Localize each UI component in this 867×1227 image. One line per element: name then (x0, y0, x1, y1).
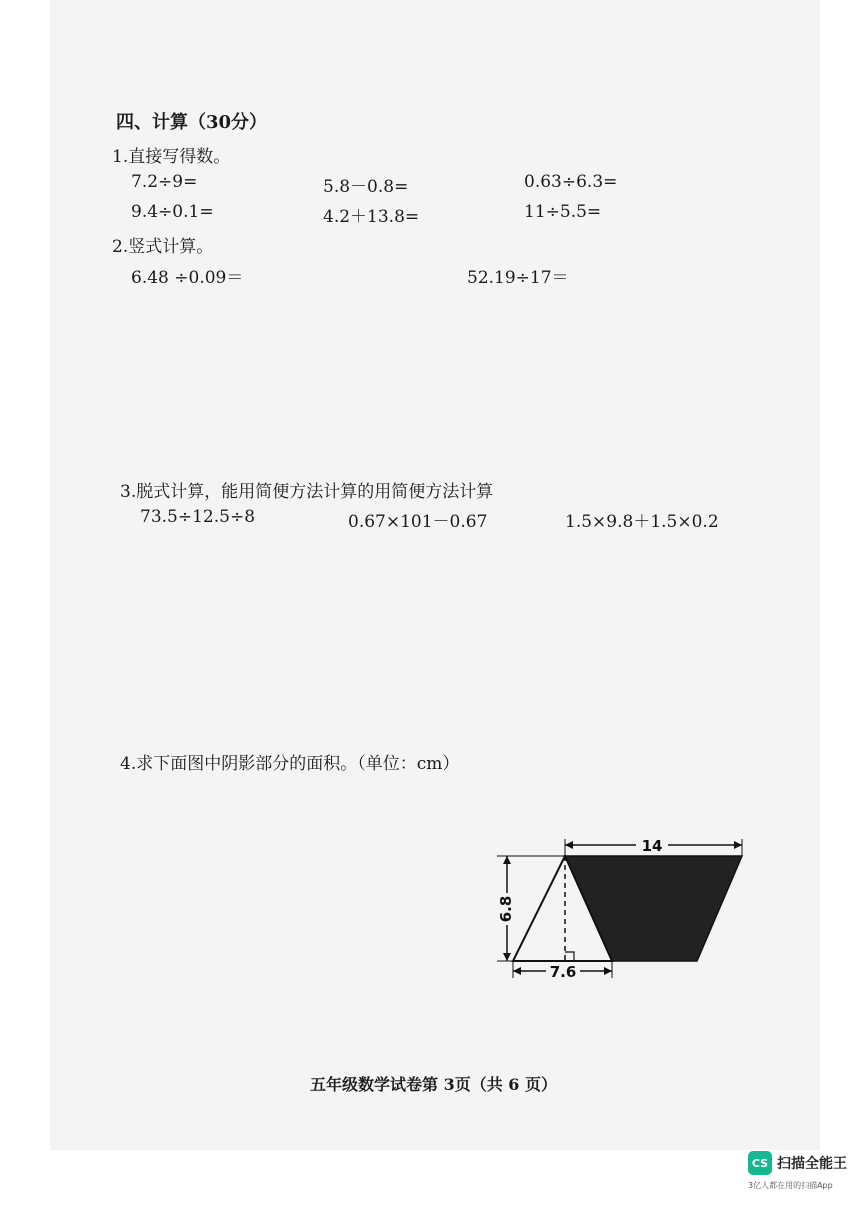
q2-item-2: 52.19÷17＝ (467, 268, 569, 288)
q1-item-2: 5.8－0.8= (323, 177, 409, 197)
height-arrow-bottom (503, 953, 511, 961)
q2-item-1: 6.48 ÷0.09＝ (131, 268, 244, 288)
label-base: 7.6 (549, 963, 577, 981)
q1-item-6: 11÷5.5= (524, 202, 602, 222)
shaded-area-figure (480, 825, 760, 995)
q3-item-1: 73.5÷12.5÷8 (140, 507, 256, 527)
top-arrow-right (734, 841, 742, 849)
scanner-watermark (746, 1150, 856, 1220)
label-top-length: 14 (641, 837, 663, 855)
height-arrow-top (503, 856, 511, 864)
watermark-tagline: 3亿人都在用的扫描App (748, 1181, 833, 1190)
q3-item-2: 0.67×101－0.67 (348, 512, 488, 532)
q1-item-1: 7.2÷9= (131, 172, 198, 192)
label-height: 6.8 (497, 895, 515, 923)
question-1-label: 1.直接写得数。 (112, 147, 231, 167)
q1-item-5: 4.2＋13.8= (323, 207, 420, 227)
question-3-label: 3.脱式计算，能用简便方法计算的用简便方法计算 (120, 482, 494, 502)
question-4-label: 4.求下面图中阴影部分的面积。（单位：cm） (120, 754, 460, 774)
page-footer: 五年级数学试卷第 3页（共 6 页） (310, 1075, 557, 1094)
base-arrow-left (513, 967, 521, 975)
right-angle-mark (565, 952, 574, 961)
q1-item-3: 0.63÷6.3= (524, 172, 618, 192)
cs-logo-icon: CS (748, 1151, 772, 1175)
question-2-label: 2.竖式计算。 (112, 237, 214, 257)
shaded-region (565, 856, 742, 961)
base-arrow-right (604, 967, 612, 975)
q3-item-3: 1.5×9.8＋1.5×0.2 (565, 512, 719, 532)
q1-item-4: 9.4÷0.1= (131, 202, 214, 222)
watermark-brand: 扫描全能王 (777, 1156, 847, 1172)
section-title: 四、计算（30分） (116, 112, 268, 133)
top-arrow-left (565, 841, 573, 849)
